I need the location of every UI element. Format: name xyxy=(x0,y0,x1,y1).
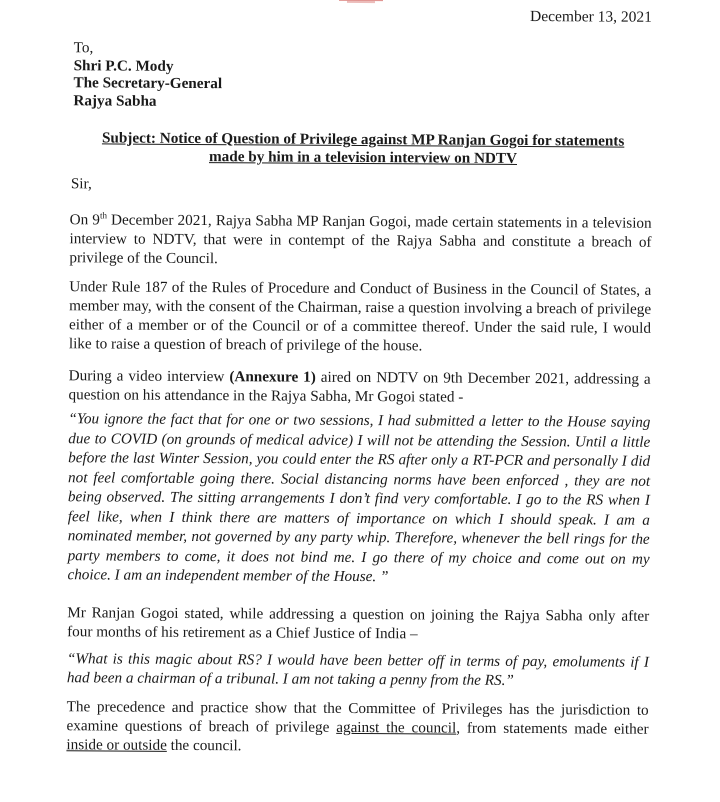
p5-underline-1: against the council xyxy=(336,718,457,737)
p1-sup: th xyxy=(99,210,108,221)
salutation: Sir, xyxy=(70,175,92,193)
recipient-name: Shri P.C. Mody xyxy=(73,56,174,75)
paragraph-5 xyxy=(66,697,648,758)
paragraph-2: Under Rule 187 of the Rules of Procedure and Conduct of Business in the Council of States, a member may, with the consent of the Chairman, raise a question involving a breach of privilege either of a member or of the Council or of a committee thereof. Under the said rule, I would like to raise a question of breach of privilege of the house. xyxy=(68,278,652,355)
paragraph-3 xyxy=(69,366,651,408)
letterhead-emblem-fragment xyxy=(337,0,385,5)
p1-post: December 2021, Rajya Sabha MP Ranjan Gogoi, made certain statements in a television interview to NDTV, that were in contempt of the Rajya Sabha and constitute a breach of privilege of the Council. xyxy=(69,211,652,268)
p3-post: aired on NDTV on 9th December 2021, addressing a question on his attendance in the Rajya Sabha, Mr Gogoi stated - xyxy=(68,368,651,406)
quote-2: “What is this magic about RS? I would have been better off in terms of pay, emoluments if I had been a chairman of a tribunal. I am not taking a penny from the RS.” xyxy=(66,650,650,689)
quote-1: “You ignore the fact that for one or two sessions, I had submitted a letter to the House saying due to COVID (on grounds of medical advice) I will not be attending the Session. Until a little before the last Winter Session, you could enter the RS after only a RT-PCR and personally I did not feel comfortable going there. Social distancing norms have been enforced , they are not being observed. The sitting arrangements I don’t find very comfortable. I go to the RS when I feel like, when I think there are matters of importance on which I should speak. I am a nominated member, not governed by any party whip. Therefore, whenever the bell rings for the party members to come, it does not bind me. I go there of my choice and come out on my choice. I am an independent member of the House. ” xyxy=(67,410,651,586)
subject-line-2: made by him in a television interview on NDTV xyxy=(208,148,518,167)
address-to: To, xyxy=(73,39,94,57)
recipient-address xyxy=(73,39,222,110)
p1-pre: On 9 xyxy=(69,211,100,229)
p5-underline-2: inside or outside xyxy=(66,736,167,754)
p5-mid: , from statements made either xyxy=(456,719,649,738)
p5-pre: The precedence and practice show that the Committee of Privileges has the jurisdiction to examine questions of breach of privilege xyxy=(66,698,649,736)
p3-pre: During a video interview xyxy=(68,367,230,386)
paragraph-1 xyxy=(69,210,651,271)
annexure-reference: (Annexure 1) xyxy=(229,368,316,386)
paragraph-4: Mr Ranjan Gogoi stated, while addressing a question on joining the Rajya Sabha only after four months of his retirement as a Chief Justice of India – xyxy=(67,604,650,643)
subject-line xyxy=(83,129,643,168)
p5-post: the council. xyxy=(166,736,242,755)
recipient-designation: The Secretary-General xyxy=(73,74,223,93)
letter-date: December 13, 2021 xyxy=(530,8,652,26)
recipient-house: Rajya Sabha xyxy=(73,91,157,110)
subject-line-1: Subject: Notice of Question of Privilege against MP Ranjan Gogoi for statements xyxy=(101,129,625,150)
